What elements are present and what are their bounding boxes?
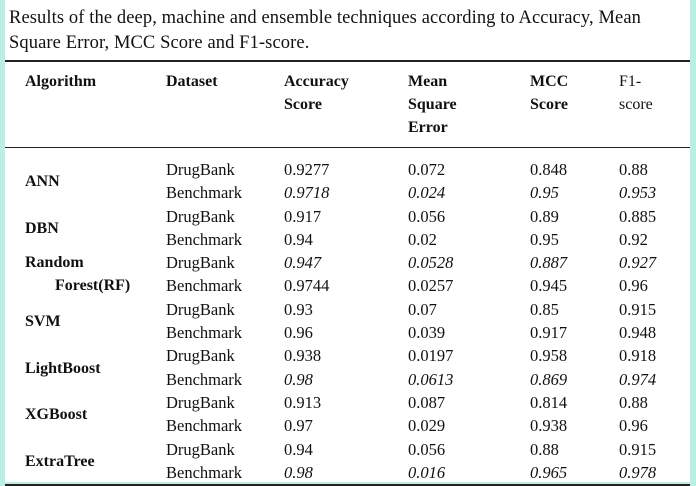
f1-cell: 0.96	[619, 276, 648, 296]
f1-cell: 0.915	[619, 299, 657, 319]
dataset-cell: Benchmark	[166, 369, 243, 389]
accuracy-cell: 0.917	[284, 206, 322, 226]
table-row	[5, 391, 690, 414]
mcc-cell: 0.848	[530, 160, 568, 179]
paper-page	[5, 0, 690, 482]
mse-cell: 0.016	[408, 461, 530, 485]
mse-cell: 0.02	[408, 229, 437, 249]
header-accuracy: Accuracy Score	[284, 62, 408, 148]
mcc-cell: 0.938	[530, 416, 568, 436]
header-mse: Mean Square Error	[408, 62, 530, 148]
mse-cell: 0.0197	[408, 346, 454, 366]
f1-cell: 0.953	[619, 183, 657, 203]
mse-cell: 0.0528	[408, 253, 454, 273]
mcc-cell: 0.89	[530, 206, 559, 226]
accuracy-cell: 0.938	[284, 346, 322, 366]
table-row	[5, 158, 690, 181]
accuracy-cell: 0.93	[284, 299, 313, 319]
algorithm-cell: ANN	[25, 173, 60, 191]
table-row	[5, 344, 690, 367]
table-caption: Results of the deep, machine and ensemble techniques according to Accuracy, Mean Square Error, MCC Score and F1-score.	[9, 8, 641, 53]
mse-cell: 0.024	[408, 183, 446, 203]
algorithm-cell: XGBoost	[25, 406, 88, 424]
mse-cell: 0.087	[408, 392, 446, 412]
mcc-cell: 0.917	[530, 323, 568, 343]
accuracy-cell: 0.98	[284, 369, 313, 389]
accuracy-cell: 0.97	[284, 416, 313, 436]
mcc-cell: 0.95	[530, 183, 559, 203]
f1-cell: 0.88	[619, 392, 648, 412]
algorithm-cell: Forest(RF)	[55, 277, 131, 295]
accuracy-cell: 0.94	[284, 229, 313, 249]
mcc-cell: 0.85	[530, 299, 559, 319]
mcc-cell: 0.869	[530, 369, 568, 389]
f1-cell: 0.974	[619, 369, 657, 389]
table-row	[5, 298, 690, 321]
accuracy-cell: 0.9718	[284, 183, 330, 203]
accuracy-cell: 0.9277	[284, 160, 330, 179]
dataset-cell: Benchmark	[166, 416, 243, 436]
mcc-cell: 0.945	[530, 276, 568, 296]
mcc-cell: 0.965	[530, 461, 619, 485]
dataset-cell: DrugBank	[166, 160, 235, 179]
mse-cell: 0.0257	[408, 276, 454, 296]
dataset-cell: Benchmark	[166, 183, 243, 203]
accuracy-cell: 0.94	[284, 439, 313, 459]
f1-cell: 0.915	[619, 439, 657, 459]
f1-cell: 0.918	[619, 346, 657, 366]
table-row	[5, 438, 690, 461]
mcc-cell: 0.95	[530, 229, 559, 249]
dataset-cell: DrugBank	[166, 439, 235, 459]
header-dataset: Dataset	[166, 62, 284, 148]
accuracy-cell: 0.9744	[284, 276, 330, 296]
mse-cell: 0.056	[408, 439, 446, 459]
dataset-cell: Benchmark	[166, 229, 243, 249]
f1-cell: 0.948	[619, 323, 657, 343]
mcc-cell: 0.88	[530, 439, 559, 459]
dataset-cell: DrugBank	[166, 392, 235, 412]
dataset-cell: Benchmark	[166, 276, 243, 296]
mse-cell: 0.056	[408, 206, 446, 226]
f1-cell: 0.885	[619, 206, 657, 226]
dataset-cell: DrugBank	[166, 346, 235, 366]
f1-cell: 0.88	[619, 160, 648, 179]
header-row	[5, 62, 690, 148]
table-row	[5, 251, 690, 274]
results-table	[5, 60, 690, 486]
accuracy-cell: 0.913	[284, 392, 322, 412]
mse-cell: 0.0613	[408, 369, 454, 389]
mse-cell: 0.039	[408, 323, 446, 343]
header-algorithm: Algorithm	[5, 62, 166, 148]
accuracy-cell: 0.947	[284, 253, 322, 273]
dataset-cell: DrugBank	[166, 206, 235, 226]
dataset-cell: DrugBank	[166, 299, 235, 319]
mse-cell: 0.072	[408, 160, 446, 179]
dataset-cell: Benchmark	[166, 461, 284, 485]
mcc-cell: 0.887	[530, 253, 568, 273]
algorithm-cell: Random	[25, 254, 84, 272]
algorithm-cell: DBN	[25, 219, 59, 237]
mcc-cell: 0.958	[530, 346, 568, 366]
header-mcc: MCC Score	[530, 62, 619, 148]
f1-cell: 0.92	[619, 229, 648, 249]
header-f1: F1- score	[619, 62, 690, 148]
accuracy-cell: 0.98	[284, 461, 408, 485]
f1-cell: 0.96	[619, 416, 648, 436]
mse-cell: 0.07	[408, 299, 437, 319]
algorithm-cell: SVM	[25, 313, 61, 331]
f1-cell: 0.927	[619, 253, 657, 273]
mcc-cell: 0.814	[530, 392, 568, 412]
f1-cell: 0.978	[619, 461, 690, 485]
dataset-cell: Benchmark	[166, 323, 243, 343]
dataset-cell: DrugBank	[166, 253, 235, 273]
accuracy-cell: 0.96	[284, 323, 313, 343]
algorithm-cell: ExtraTree	[25, 452, 95, 470]
table-row	[5, 274, 690, 297]
algorithm-cell: LightBoost	[25, 359, 101, 377]
table-row	[5, 205, 690, 228]
mse-cell: 0.029	[408, 416, 446, 436]
